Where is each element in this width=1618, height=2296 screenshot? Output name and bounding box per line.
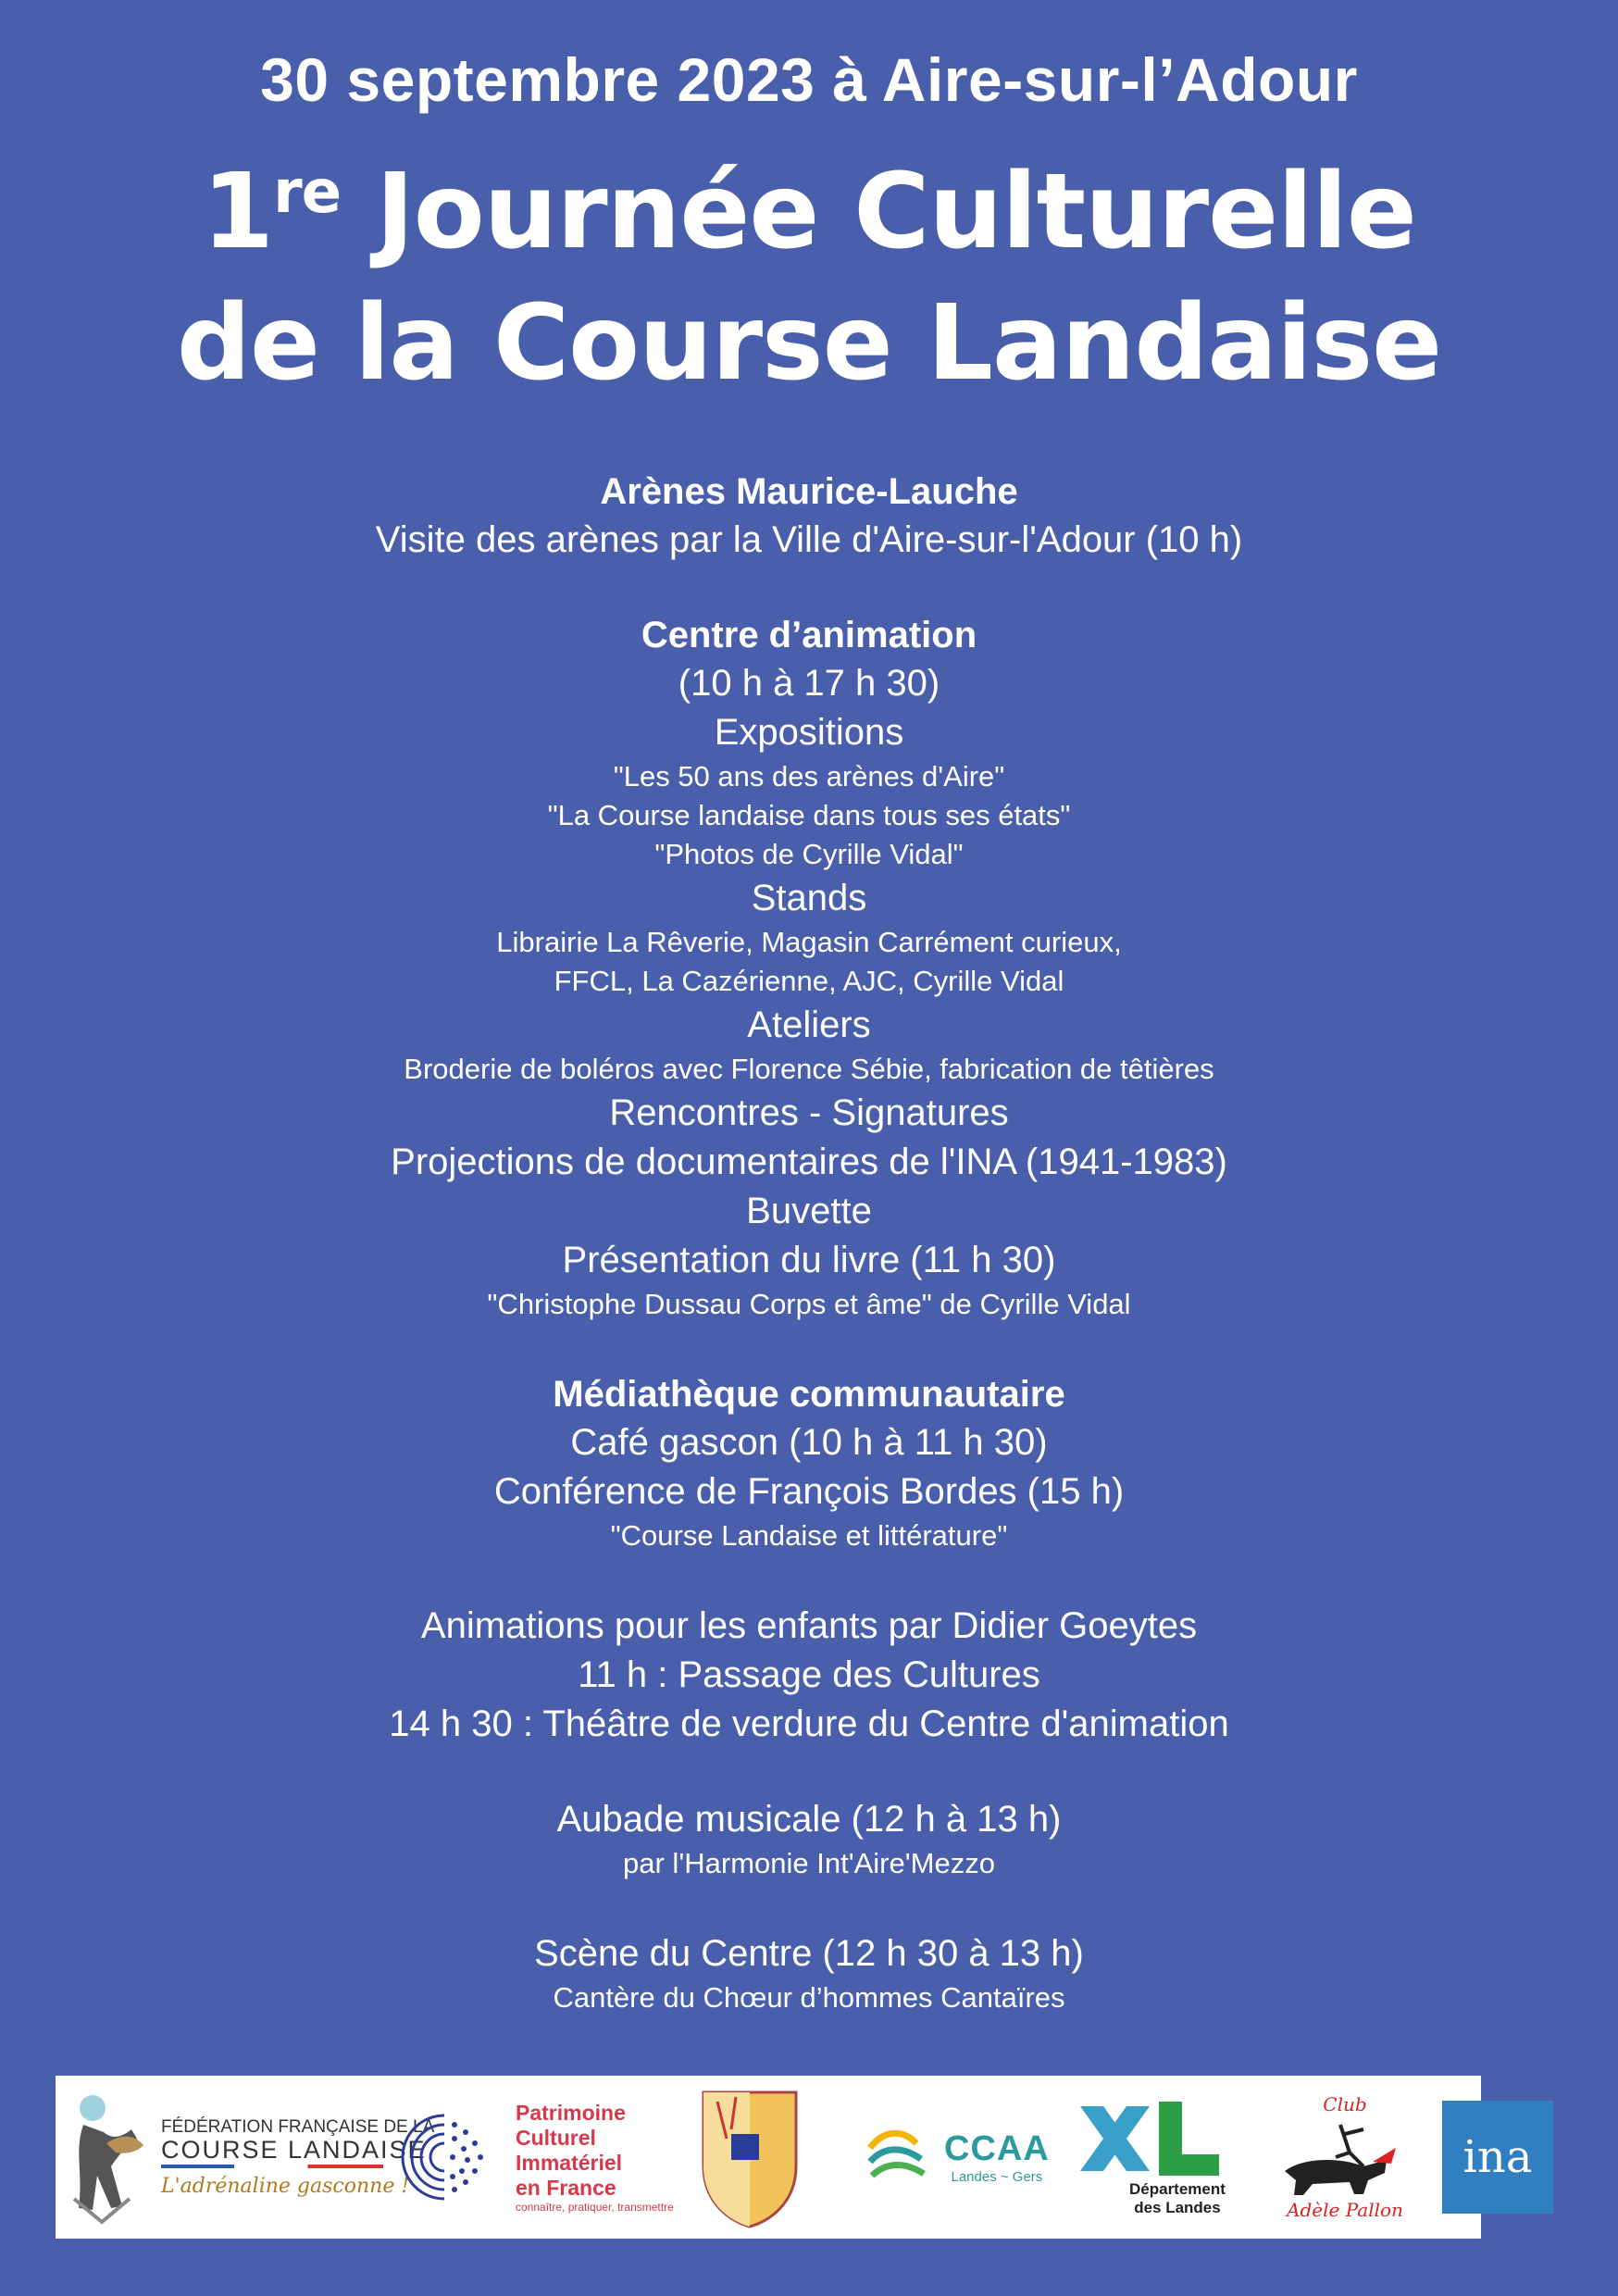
pci-line: Culturel [516,2126,596,2150]
ina-logo [1442,2076,1553,2239]
club-bottom-text: Adèle Pallon [1287,2199,1403,2221]
ccaa-sub: Landes ~ Gers [951,2169,1043,2185]
pci-logo [393,2076,674,2239]
ccaa-label: CCAA [944,2129,1050,2168]
arenes-heading: Arènes Maurice-Lauche [600,471,1018,512]
mediatheque-heading: Médiathèque communautaire [553,1374,1065,1415]
pci-tagline: connaître, pratiquer, transmettre [516,2201,674,2214]
expositions-label: Expositions [714,712,904,753]
arenes-visit: Visite des arènes par la Ville d'Aire-sur-l'Adour (10 h) [375,519,1243,560]
stands-line: Librairie La Rêverie, Magasin Carrément curieux, [496,926,1122,958]
partner-logos-strip [56,2076,1533,2239]
title-ordinal: 1 [202,152,274,272]
centre-heading: Centre d’animation [641,615,977,655]
club-top-text: Club [1323,2093,1367,2115]
aire-crest-icon [694,2083,805,2231]
aubade-title: Aubade musicale (12 h à 13 h) [556,1799,1062,1840]
presentation-text: Présentation du livre (11 h 30) [562,1240,1056,1280]
program [0,468,1618,2017]
title-line-2: de la Course Landaise [176,283,1442,404]
enfants-line: 14 h 30 : Théâtre de verdure du Centre d'animation [389,1703,1229,1744]
dept-line-2: des Landes [1134,2199,1221,2216]
ina-wordmark: ina [1442,2101,1553,2214]
club-adele-pallon-logo [1276,2076,1414,2239]
aubade-sub: par l'Harmonie Int'Aire'Mezzo [623,1847,995,1879]
stands-line: FFCL, La Cazérienne, AJC, Cyrille Vidal [554,965,1064,997]
aire-sur-adour-logo [694,2076,805,2239]
ffcl-emblem-icon [65,2088,148,2227]
pci-line: Patrimoine [516,2101,626,2125]
scene-title: Scène du Centre (12 h 30 à 13 h) [534,1933,1084,1974]
conference-text: Conférence de François Bordes (15 h) [493,1471,1125,1512]
bull-and-leaper-icon [1276,2115,1414,2199]
title-line-1-text: Journée Culturelle [341,152,1416,272]
ccaa-logo [861,2076,1050,2239]
rencontres-text: Rencontres - Signatures [609,1092,1009,1133]
ffcl-line-2: COURSE LANDAISE [161,2136,427,2164]
section-aubade [0,1795,1618,1883]
exposition-item: "Les 50 ans des arènes d'Aire" [613,760,1005,792]
ffcl-line-1: FÉDÉRATION FRANÇAISE DE LA [161,2117,435,2137]
section-arenes [0,468,1618,565]
ateliers-text: Broderie de boléros avec Florence Sébie, fabrication de têtières [404,1053,1214,1085]
pci-line: en France [516,2176,616,2200]
title-ordinal-suffix: re [273,158,342,227]
pci-line: Immatériel [516,2151,623,2175]
ccaa-wave-icon [861,2120,935,2194]
event-date-line: 30 septembre 2023 à Aire-sur-l’Adour [260,45,1358,114]
enfants-line: Animations pour les enfants par Didier Goeytes [420,1605,1198,1646]
section-scene [0,1929,1618,2017]
book-title: "Christophe Dussau Corps et âme" de Cyrille Vidal [487,1288,1131,1320]
projections-text: Projections de documentaires de l'INA (1941-1983) [391,1142,1227,1182]
section-mediatheque [0,1370,1618,1555]
ffcl-slogan: L'adrénaline gasconne ! [161,2175,410,2198]
buvette-text: Buvette [746,1191,872,1231]
centre-hours: (10 h à 17 h 30) [678,663,940,704]
departement-landes-logo [1074,2076,1226,2239]
xl-landes-icon [1076,2097,1224,2180]
cafe-text: Café gascon (10 h à 11 h 30) [570,1422,1048,1463]
ateliers-label: Ateliers [747,1004,871,1045]
pci-dots-icon [393,2106,495,2208]
conference-title: "Course Landaise et littérature" [610,1519,1008,1552]
title-line-1 [0,146,1618,278]
exposition-item: "Photos de Cyrille Vidal" [654,838,964,870]
enfants-line: 11 h : Passage des Cultures [578,1654,1040,1695]
exposition-item: "La Course landaise dans tous ses états" [547,799,1071,831]
stands-label: Stands [751,878,867,918]
section-centre [0,611,1618,1324]
ffcl-logo [65,2076,434,2239]
tricolor-divider [161,2165,383,2168]
scene-sub: Cantère du Chœur d’hommes Cantaïres [553,1981,1065,2014]
dept-line-1: Département [1129,2180,1226,2198]
section-enfants [0,1602,1618,1749]
event-title [0,146,1618,409]
